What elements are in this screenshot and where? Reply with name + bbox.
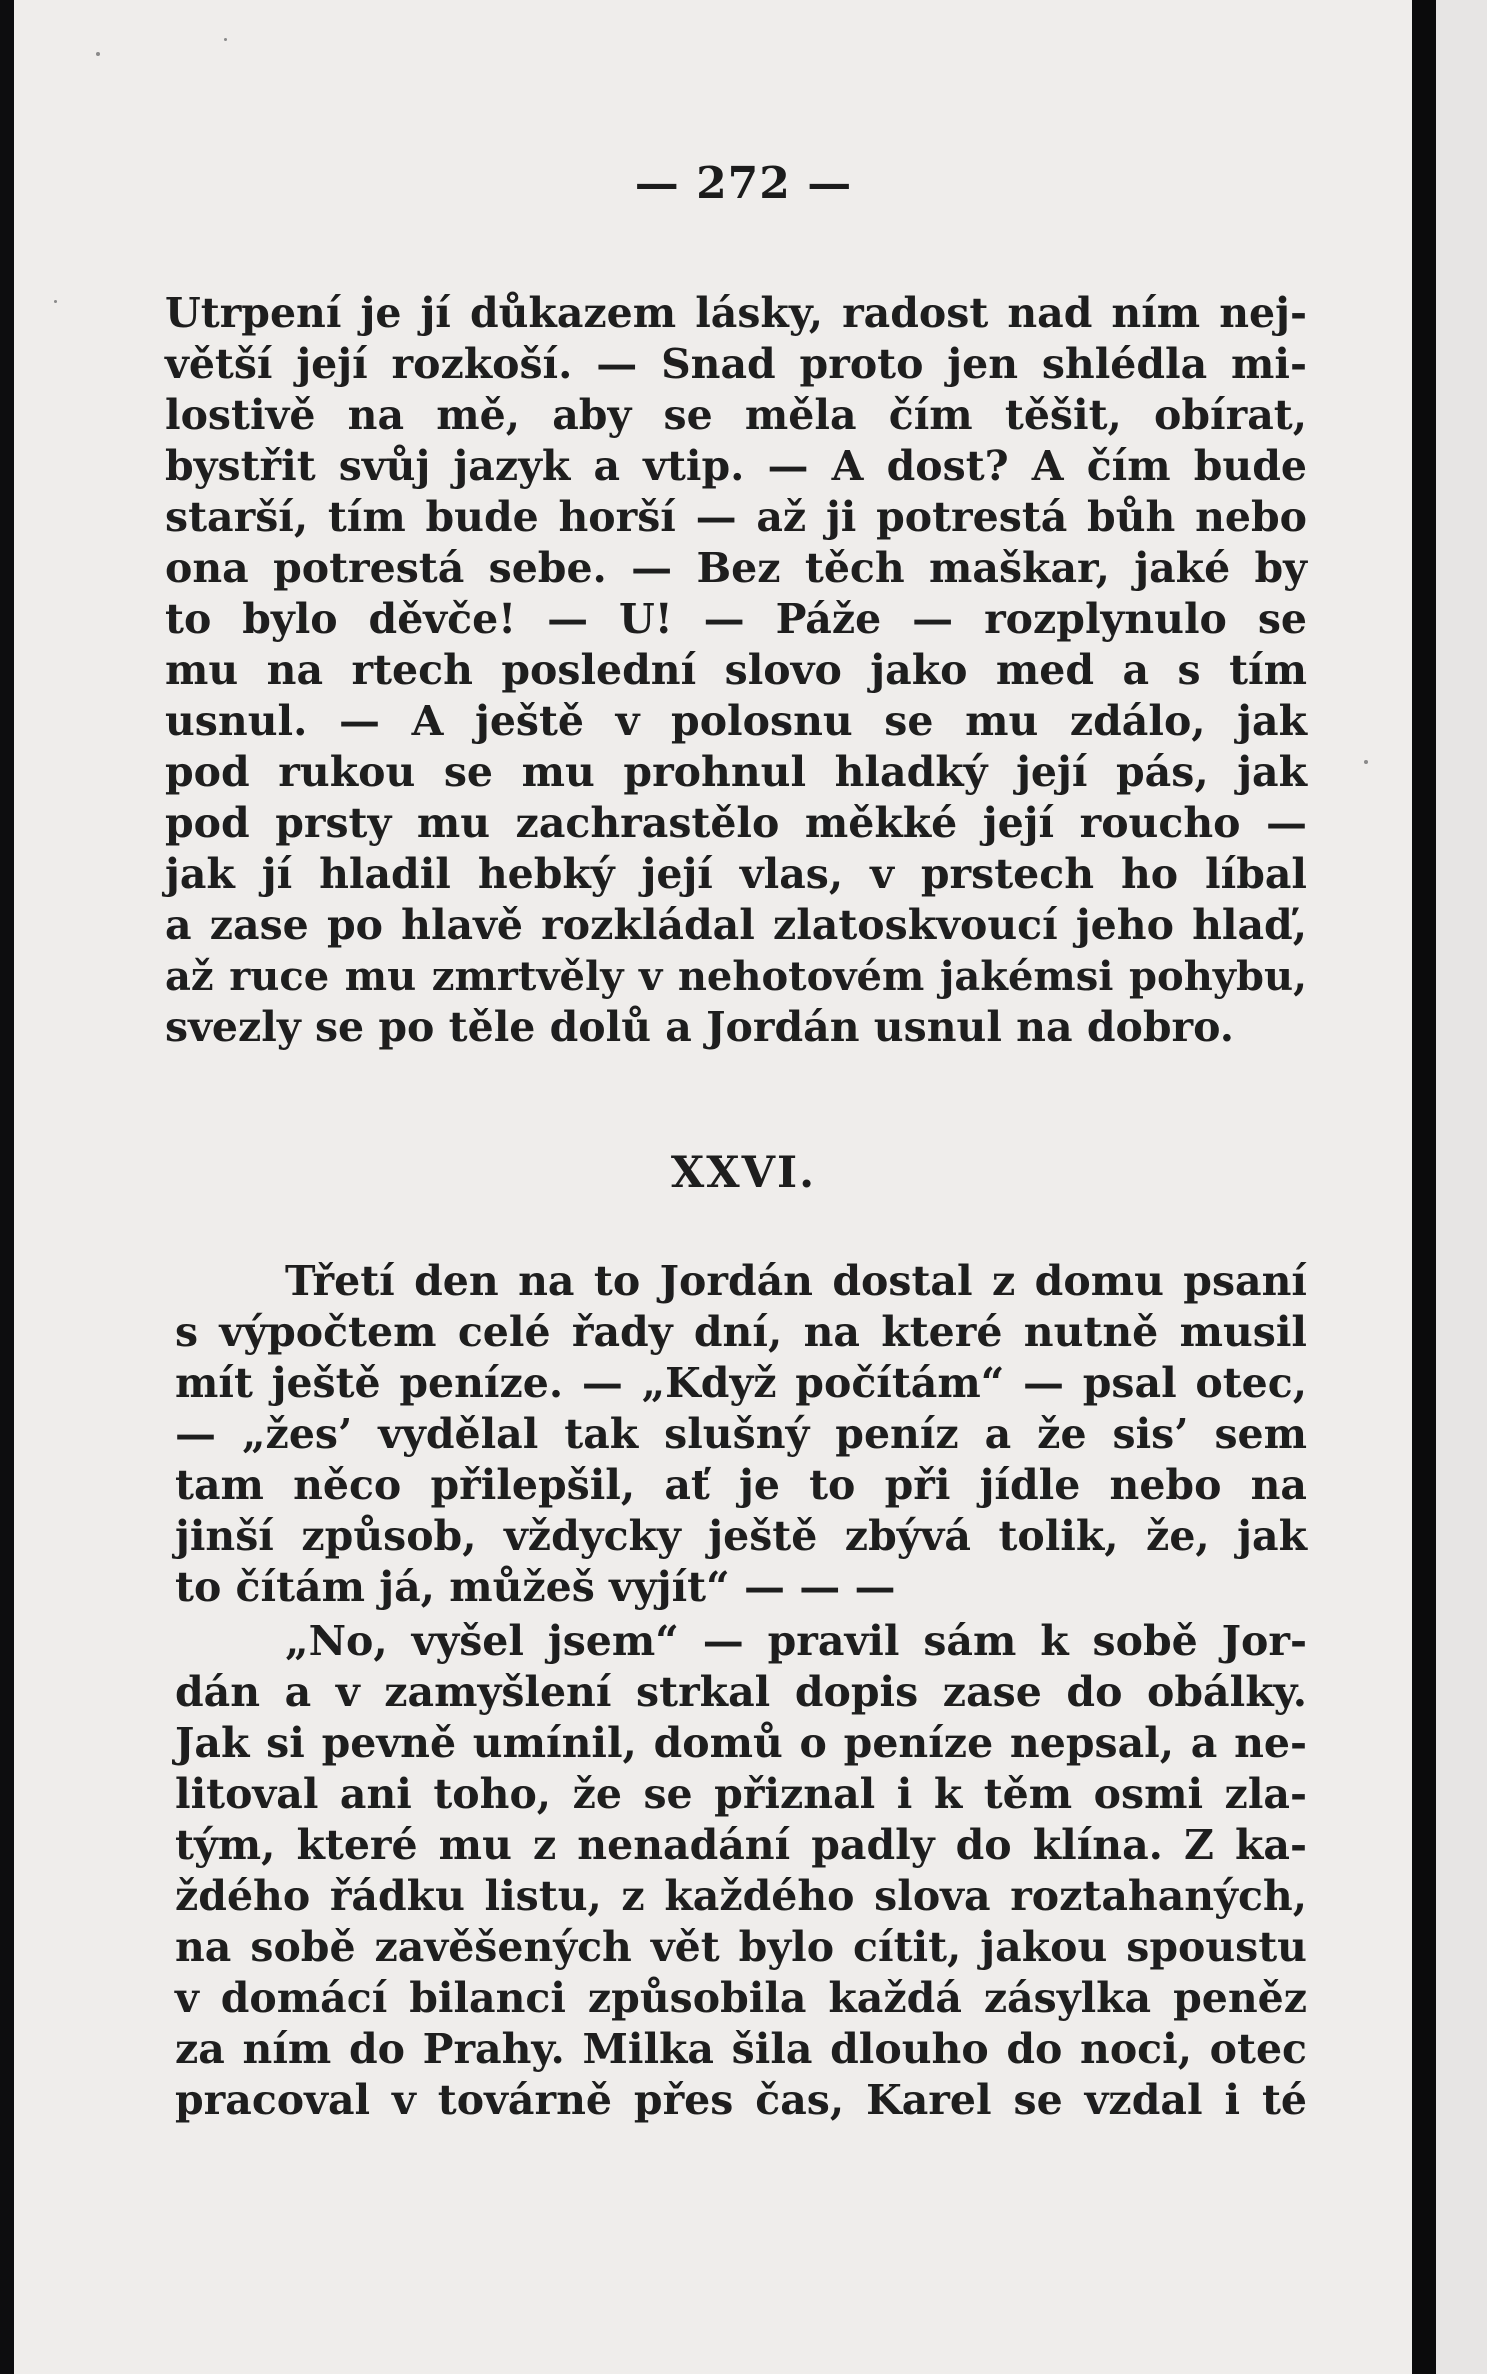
text-line: za ním do Prahy. Milka šila dlouho do noci, otec bbox=[175, 2025, 1307, 2073]
text-line: mu na rtech poslední slovo jako med a s tím bbox=[165, 646, 1307, 694]
text-line: ona potrestá sebe. — Bez těch maškar, jaké by bbox=[165, 544, 1307, 592]
text-line: větší její rozkoší. — Snad proto jen shlédla mi- bbox=[165, 340, 1307, 388]
text-line: pracoval v továrně přes čas, Karel se vzdal i té bbox=[175, 2076, 1307, 2124]
text-line: lostivě na mě, aby se měla čím těšit, obírat, bbox=[165, 391, 1307, 439]
chapter-heading: XXVI. bbox=[670, 1148, 817, 1198]
text-line: s výpočtem celé řady dní, na které nutně musil bbox=[175, 1308, 1307, 1356]
print-speck bbox=[54, 300, 57, 303]
print-speck bbox=[96, 52, 100, 56]
print-speck bbox=[1364, 760, 1368, 764]
text-line: starší, tím bude horší — až ji potrestá bůh nebo bbox=[165, 493, 1307, 541]
text-line: Třetí den na to Jordán dostal z domu psaní bbox=[285, 1257, 1307, 1305]
text-line: Utrpení je jí důkazem lásky, radost nad ním nej- bbox=[165, 289, 1307, 337]
text-line: — „žes’ vydělal tak slušný peníz a že sis’ sem bbox=[175, 1410, 1307, 1458]
text-line: tam něco přilepšil, ať je to při jídle nebo na bbox=[175, 1461, 1307, 1509]
text-line: jak jí hladil hebký její vlas, v prstech ho líbal bbox=[165, 850, 1307, 898]
paragraph-1 bbox=[165, 288, 1307, 1053]
text-line: usnul. — A ještě v polosnu se mu zdálo, jak bbox=[165, 697, 1307, 745]
text-line: ždého řádku listu, z každého slova roztahaných, bbox=[175, 1872, 1307, 1920]
text-line: v domácí bilanci způsobila každá zásylka peněz bbox=[175, 1974, 1307, 2022]
text-line: jinší způsob, vždycky ještě zbývá tolik, že, jak bbox=[175, 1512, 1307, 1560]
text-line: na sobě zavěšených vět bylo cítit, jakou spoustu bbox=[175, 1923, 1307, 1971]
text-line: Jak si pevně umínil, domů o peníze nepsal, a ne- bbox=[175, 1719, 1307, 1767]
text-line: a zase po hlavě rozkládal zlatoskvoucí jeho hlaď, bbox=[165, 901, 1307, 949]
text-line: pod rukou se mu prohnul hladký její pás, jak bbox=[165, 748, 1307, 796]
text-line: pod prsty mu zachrastělo měkké její roucho — bbox=[165, 799, 1307, 847]
page-number: — 272 — bbox=[634, 158, 853, 209]
text-line: tým, které mu z nenadání padly do klína. Z ka- bbox=[175, 1821, 1307, 1869]
text-line: litoval ani toho, že se přiznal i k těm osmi zla- bbox=[175, 1770, 1307, 1818]
text-line: až ruce mu zmrtvěly v nehotovém jakémsi pohybu, bbox=[165, 953, 1307, 1000]
print-speck bbox=[224, 38, 227, 41]
text-line: bystřit svůj jazyk a vtip. — A dost? A čím bude bbox=[165, 442, 1307, 490]
paragraph-2 bbox=[175, 1256, 1307, 1613]
text-line: „No, vyšel jsem“ — pravil sám k sobě Jor- bbox=[285, 1617, 1307, 1665]
paragraph-3 bbox=[175, 1616, 1307, 2126]
text-line: to čítám já, můžeš vyjít“ — — — bbox=[175, 1563, 896, 1611]
text-line: svezly se po těle dolů a Jordán usnul na dobro. bbox=[165, 1003, 1235, 1051]
text-line: dán a v zamyšlení strkal dopis zase do obálky. bbox=[175, 1668, 1307, 1716]
text-line: mít ještě peníze. — „Když počítám“ — psal otec, bbox=[175, 1359, 1307, 1407]
text-line: to bylo děvče! — U! — Páže — rozplynulo se bbox=[165, 595, 1307, 643]
